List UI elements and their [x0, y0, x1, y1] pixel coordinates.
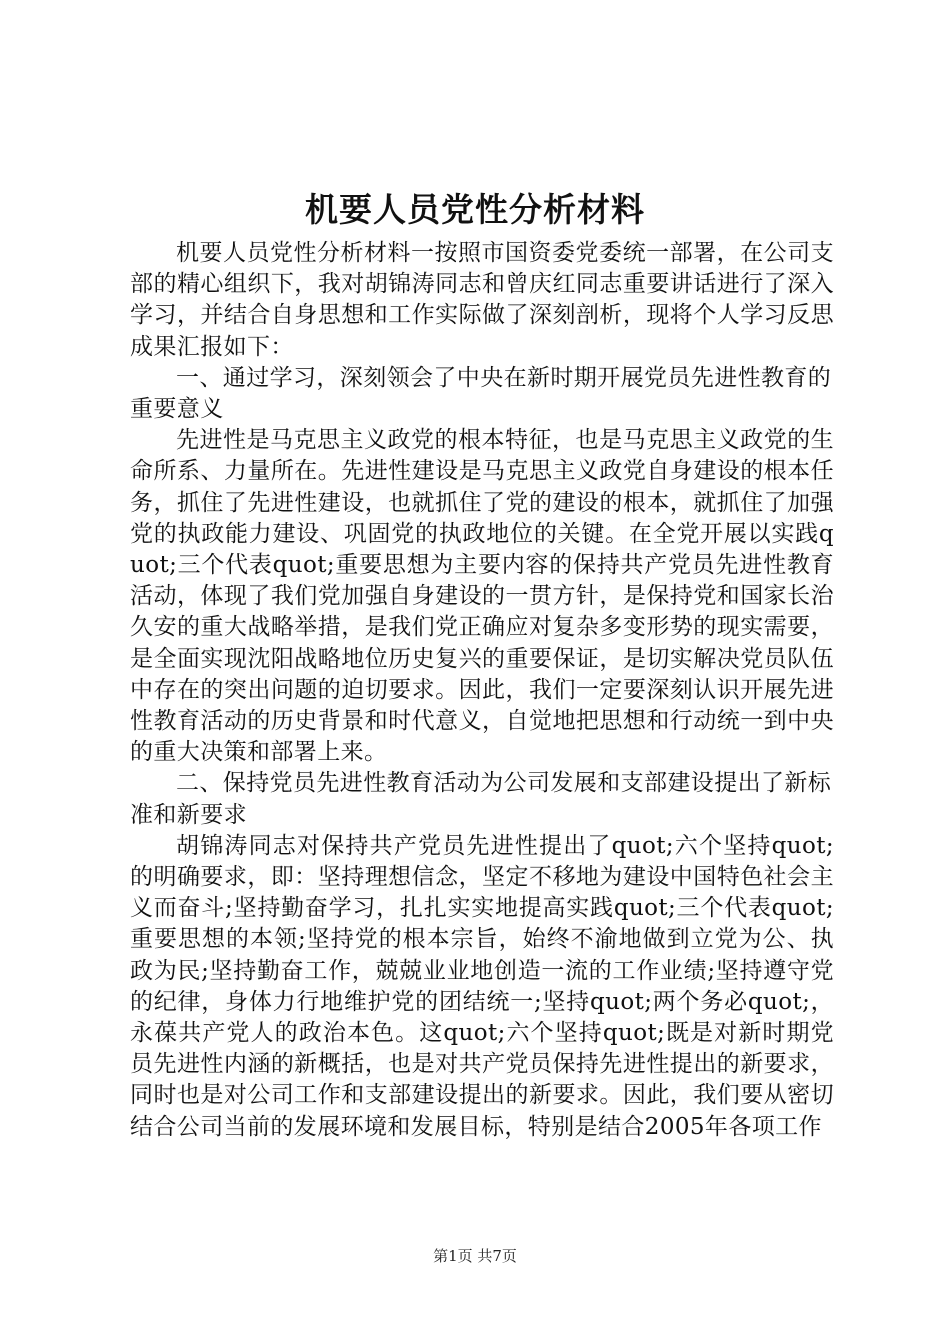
paragraph-intro: 机要人员党性分析材料一按照市国资委党委统一部署，在公司支部的精心组织下，我对胡锦涛同志和曾庆红同志重要讲话进行了深入学习，并结合自身思想和工作实际做了深刻剖析，现将个人学习反思成果汇报如下： [130, 240, 834, 360]
section-heading-2: 二、保持党员先进性教育活动为公司发展和支部建设提出了新标准和新要求 [130, 770, 832, 828]
paragraph-advanced-nature: 先进性是马克思主义政党的根本特征，也是马克思主义政党的生命所系、力量所在。先进性建设是马克思主义政党自身建设的根本任务，抓住了先进性建设，也就抓住了党的建设的根本，就抓住了加强党的执政能力建设、巩固党的执政地位的关键。在全党开展以实践quot;三个代表quot;重要思想为主要内容的保持共产党员先进性教育活动，体现了我们党加强自身建设的一贯方针，是保持党和国家长治久安的重大战略举措，是我们党正确应对复杂多变形势的现实需要，是全面实现沈阳战略地位历史复兴的重要保证，是切实解决党员队伍中存在的突出问题的迫切要求。因此，我们一定要深刻认识开展先进性教育活动的历史背景和时代意义，自觉地把思想和行动统一到中央的重大决策和部署上来。 [130, 427, 834, 766]
paragraph-six-adherences: 胡锦涛同志对保持共产党员先进性提出了quot;六个坚持quot;的明确要求，即：坚持理想信念，坚定不移地为建设中国特色社会主义而奋斗;坚持勤奋学习，扎扎实实地提高实践quot;三个代表quot;重要思想的本领;坚持党的根本宗旨，始终不渝地做到立党为公、执政为民;坚持勤奋工作，兢兢业业地创造一流的工作业绩;坚持遵守党的纪律，身体力行地维护党的团结统一;坚持quot;两个务必quot;，永葆共产党人的政治本色。这quot;六个坚持quot;既是对新时期党员先进性内涵的新概括，也是对共产党员保持先进性提出的新要求，同时也是对公司工作和支部建设提出的新要求。因此，我们要从密切结合公司当前的发展环境和发展目标，特别是结合2005年各项工作 [130, 832, 834, 1140]
section-heading-1: 一、通过学习，深刻领会了中央在新时期开展党员先进性教育的重要意义 [130, 364, 832, 423]
document-body [130, 238, 834, 1143]
document-title: 机要人员党性分析材料 [305, 190, 645, 229]
page-number-footer: 第1页 共7页 [433, 1247, 517, 1265]
